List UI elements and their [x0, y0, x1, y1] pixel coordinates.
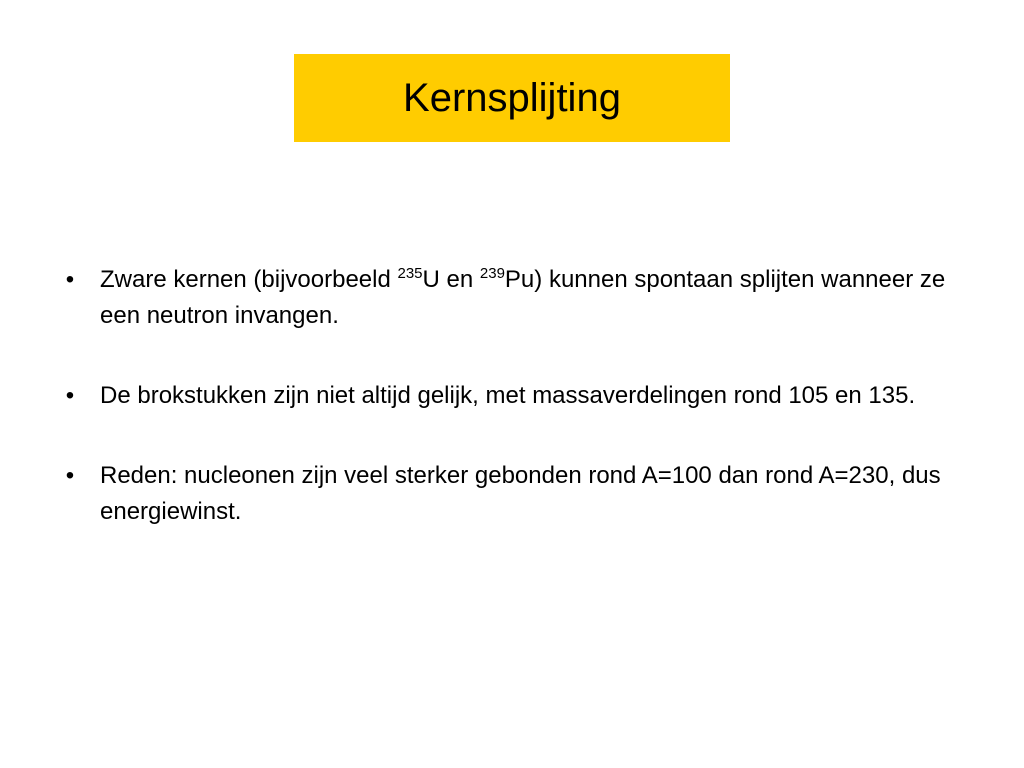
mass-number-superscript: 239: [479, 265, 505, 282]
bullet-text-part: Pu) kunnen spontaan splijten wanneer ze een neutron invangen.: [100, 266, 946, 329]
bullet-item: [60, 262, 970, 334]
title-banner: [294, 54, 730, 142]
mass-number-superscript: 235: [397, 265, 423, 282]
bullet-text: De brokstukken zijn niet altijd gelijk, met massaverdelingen rond 105 en 135.: [100, 382, 916, 409]
bullet-list: [60, 262, 970, 574]
slide-title: Kernsplijting: [403, 76, 621, 120]
bullet-text-part: Zware kernen (bijvoorbeeld: [100, 266, 398, 293]
bullet-item: [60, 458, 970, 530]
bullet-text-part: U en: [422, 266, 480, 293]
bullet-dot-icon: •: [65, 382, 75, 409]
bullet-dot-icon: •: [65, 266, 75, 293]
bullet-item: [60, 378, 970, 414]
bullet-text: Reden: nucleonen zijn veel sterker gebonden rond A=100 dan rond A=230, dus energiewinst.: [100, 462, 941, 525]
bullet-dot-icon: •: [65, 462, 75, 489]
